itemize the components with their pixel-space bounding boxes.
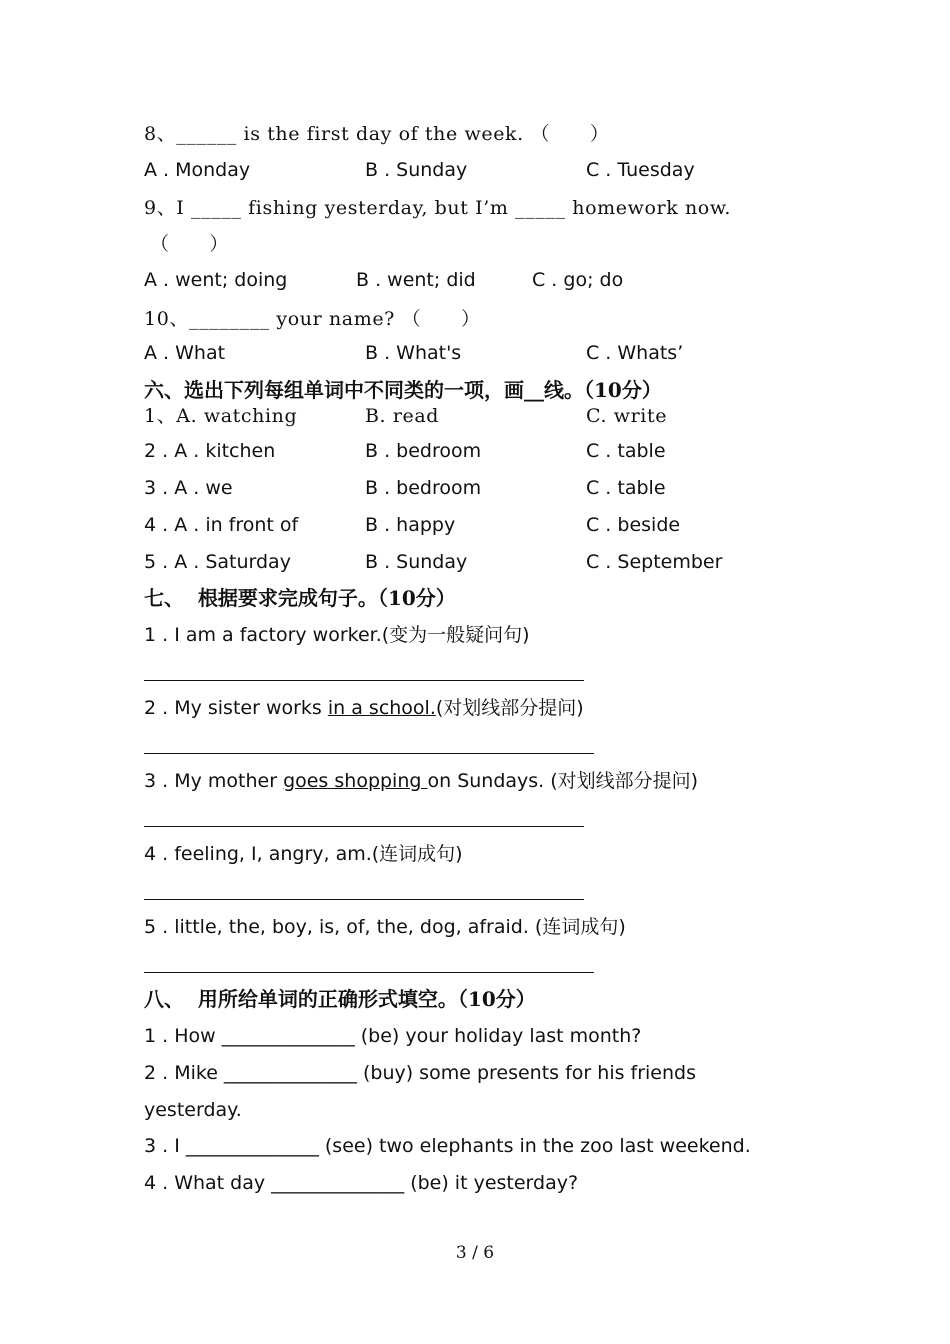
s7-item-3-underlined: goes shopping <box>283 770 428 792</box>
s6-row4-a: 4 . A . in front of <box>144 514 299 536</box>
s7-item-3-text: 3 . My mother <box>144 770 284 792</box>
question-10-option-c: C . Whats’ <box>586 342 684 364</box>
s8-item-3: 3 . I ______________ (see) two elephants in the zoo last weekend. <box>144 1135 751 1157</box>
question-10-stem: 10、________ your name? （ ） <box>144 308 481 330</box>
s6-row3-a: 3 . A . we <box>144 477 233 499</box>
question-9-option-b: B . went; did <box>356 269 476 291</box>
s6-row4-c: C . beside <box>586 514 681 536</box>
s6-row1-c: C. write <box>586 405 668 427</box>
section-8-title: 八、 用所给单词的正确形式填空。（10分） <box>144 987 536 1011</box>
s7-item-3-instruction: on Sundays. (对划线部分提问) <box>427 770 699 792</box>
section-6-title: 六、选出下列每组单词中不同类的一项，画__线。（10分） <box>144 378 662 402</box>
s7-item-2-text: 2 . My sister works <box>144 697 328 719</box>
s6-row5-a: 5 . A . Saturday <box>144 551 291 573</box>
question-9-option-a: A . went; doing <box>144 269 288 291</box>
question-9-stem: 9、I _____ fishing yesterday, but I’m _____ homework now. <box>144 197 732 219</box>
page-number: 3 / 6 <box>455 1243 495 1263</box>
s7-answer-line-1[interactable] <box>144 680 584 681</box>
s7-item-1-text: 1 . I am a factory worker.(变为一般疑问句) <box>144 624 530 646</box>
question-9-answer-bracket: （ ） <box>150 233 230 255</box>
s7-item-4 <box>144 842 463 866</box>
s7-item-2 <box>144 696 584 720</box>
question-9-option-c: C . go; do <box>532 269 624 291</box>
s7-item-1 <box>144 623 530 647</box>
s7-item-4-text: 4 . feeling, I, angry, am.(连词成句) <box>144 843 463 865</box>
s7-answer-line-5[interactable] <box>144 972 594 973</box>
section-7-title: 七、 根据要求完成句子。（10分） <box>144 586 456 610</box>
s7-item-5 <box>144 915 626 939</box>
s6-row5-c: C . September <box>586 551 723 573</box>
question-8-stem: 8、______ is the first day of the week. （ ） <box>144 123 610 145</box>
s6-row2-c: C . table <box>586 440 666 462</box>
s6-row4-b: B . happy <box>365 514 456 536</box>
question-8-option-b: B . Sunday <box>365 159 468 181</box>
question-8-option-c: C . Tuesday <box>586 159 695 181</box>
s6-row1-b: B. read <box>365 405 440 427</box>
s6-row2-a: 2 . A . kitchen <box>144 440 276 462</box>
s7-item-2-underlined: in a school. <box>327 697 436 719</box>
s6-row3-c: C . table <box>586 477 666 499</box>
s6-row5-b: B . Sunday <box>365 551 468 573</box>
s8-item-2-cont: yesterday. <box>144 1099 242 1121</box>
s6-row1-a: 1、A. watching <box>144 405 298 427</box>
s7-answer-line-4[interactable] <box>144 899 584 900</box>
question-10-option-b: B . What's <box>365 342 462 364</box>
s7-answer-line-3[interactable] <box>144 826 584 827</box>
question-10-option-a: A . What <box>144 342 226 364</box>
s6-row2-b: B . bedroom <box>365 440 482 462</box>
s6-row3-b: B . bedroom <box>365 477 482 499</box>
s7-answer-line-2[interactable] <box>144 753 594 754</box>
question-8-option-a: A . Monday <box>144 159 251 181</box>
s8-item-4: 4 . What day ______________ (be) it yesterday? <box>144 1172 579 1194</box>
s7-item-5-text: 5 . little, the, boy, is, of, the, dog, afraid. (连词成句) <box>144 916 626 938</box>
s8-item-1: 1 . How ______________ (be) your holiday last month? <box>144 1025 642 1047</box>
s7-item-2-instruction: (对划线部分提问) <box>435 697 584 719</box>
s8-item-2: 2 . Mike ______________ (buy) some presents for his friends <box>144 1062 697 1084</box>
s7-item-3 <box>144 769 698 793</box>
